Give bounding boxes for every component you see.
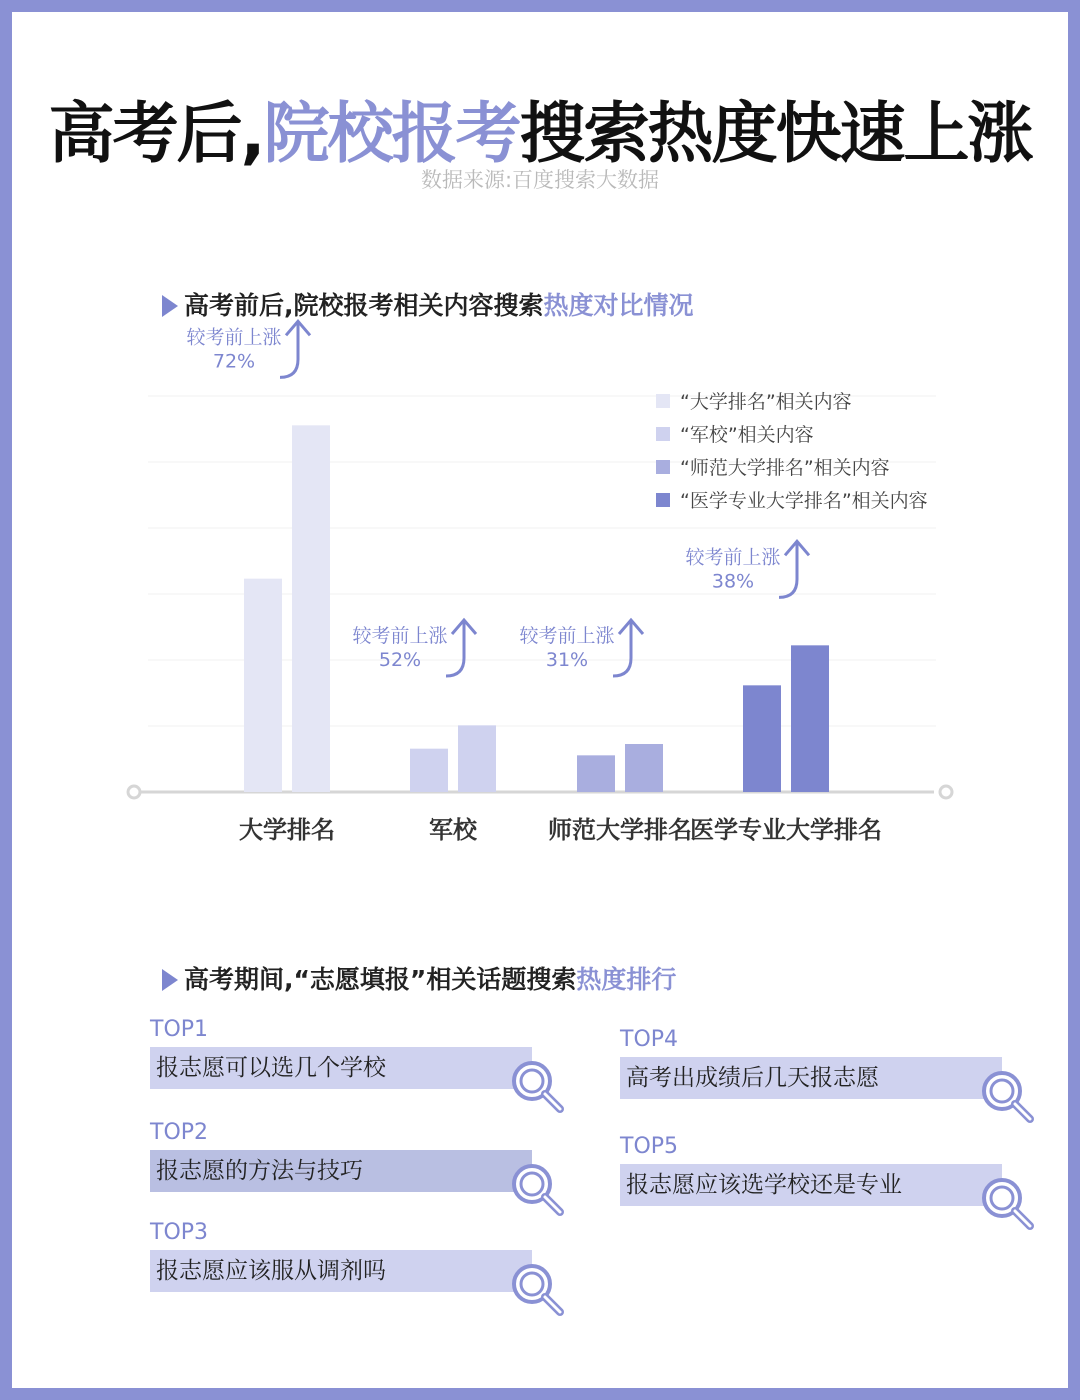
- x-tick-label: 大学排名: [239, 816, 335, 844]
- section2-title-highlight: 热度排行: [576, 965, 677, 994]
- legend-swatch: [656, 394, 670, 408]
- top-topic-text: 报志愿可以选几个学校: [150, 1047, 532, 1089]
- axis-end-circle: [128, 786, 140, 798]
- section1-title-highlight: 热度对比情况: [543, 291, 694, 320]
- top-rank-label: TOP3: [150, 1220, 209, 1245]
- bar-before-2: [410, 749, 448, 792]
- annotation-value: 31%: [545, 649, 589, 671]
- top-item-5: [620, 1134, 1040, 1244]
- top-item-1: [150, 1017, 570, 1127]
- x-tick-label: 军校: [429, 816, 477, 844]
- top-rank-label: TOP5: [620, 1134, 679, 1159]
- bar-after-1: [292, 425, 330, 792]
- bar-after-2: [458, 725, 496, 792]
- section1-title: [162, 286, 694, 322]
- magnifier-icon: [508, 1160, 568, 1220]
- x-tick-label: 医学专业大学排名: [690, 816, 882, 844]
- legend-swatch: [656, 460, 670, 474]
- bar-after-3: [625, 744, 663, 792]
- legend-swatch: [656, 493, 670, 507]
- legend-label: “军校”相关内容: [680, 424, 814, 446]
- bar-before-1: [244, 579, 282, 792]
- data-source: 数据来源:百度搜索大数据: [420, 168, 660, 192]
- annotation-label: 较考前上涨: [685, 546, 781, 569]
- legend-label: “医学专业大学排名”相关内容: [680, 490, 928, 512]
- annotation-label: 较考前上涨: [186, 326, 282, 349]
- top-topic-text: 报志愿应该服从调剂吗: [150, 1250, 532, 1292]
- triangle-right-icon: [162, 969, 178, 991]
- bar-after-4: [791, 645, 829, 792]
- top-item-3: [150, 1220, 570, 1330]
- top-item-2: [150, 1120, 570, 1230]
- magnifier-icon: [508, 1260, 568, 1320]
- annotation-label: 较考前上涨: [352, 625, 448, 647]
- section2-title-main: 高考期间,“志愿填报”相关话题搜索: [184, 965, 577, 994]
- page-title: [12, 80, 1068, 175]
- magnifier-icon: [508, 1057, 568, 1117]
- annotation-value: 38%: [711, 570, 755, 593]
- top-item-4: [620, 1027, 1040, 1137]
- magnifier-icon: [978, 1174, 1038, 1234]
- top-topic-text: 报志愿的方法与技巧: [150, 1150, 532, 1192]
- triangle-right-icon: [162, 295, 178, 317]
- section1-title-main: 高考前后,院校报考相关内容搜索: [184, 291, 544, 320]
- axis-end-circle: [940, 786, 952, 798]
- section2-title: [162, 960, 676, 996]
- legend-swatch: [656, 427, 670, 441]
- search-heat-bar-chart: [12, 326, 1068, 852]
- bar-before-3: [577, 755, 615, 792]
- legend-label: “师范大学排名”相关内容: [680, 457, 890, 479]
- x-tick-label: 师范大学排名: [548, 816, 692, 844]
- top-topic-text: 报志愿应该选学校还是专业: [620, 1164, 1002, 1206]
- bar-before-4: [743, 685, 781, 792]
- annotation-label: 较考前上涨: [519, 625, 615, 647]
- top-rank-label: TOP4: [620, 1027, 679, 1052]
- top-rank-label: TOP1: [150, 1017, 209, 1042]
- title-part1: 高考后,: [48, 95, 264, 172]
- top-rank-label: TOP2: [150, 1120, 209, 1145]
- title-highlight: 院校报考: [263, 95, 520, 172]
- title-part2: 搜索热度快速上涨: [519, 95, 1032, 172]
- annotation-value: 52%: [378, 649, 422, 671]
- magnifier-icon: [978, 1067, 1038, 1127]
- legend-label: “大学排名”相关内容: [680, 391, 852, 413]
- annotation-value: 72%: [212, 350, 256, 373]
- top-topic-text: 高考出成绩后几天报志愿: [620, 1057, 1002, 1099]
